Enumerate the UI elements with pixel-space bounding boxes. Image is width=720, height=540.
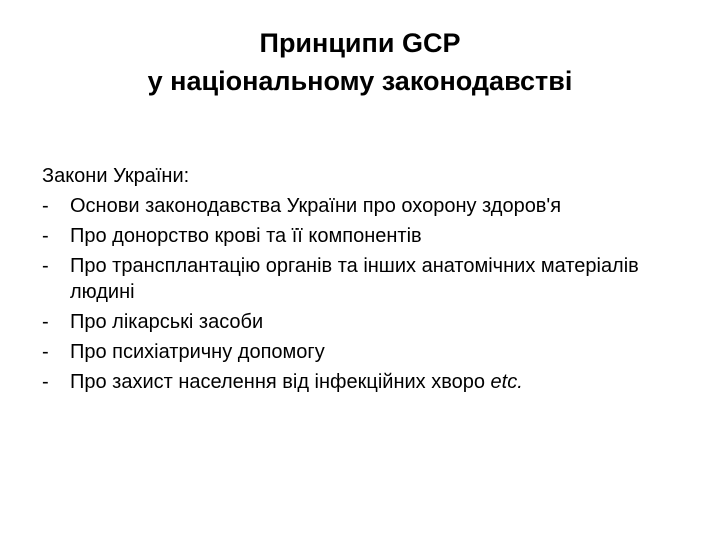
list-item: [42, 251, 682, 307]
list-item: [42, 337, 682, 367]
bullet-dash: -: [42, 195, 49, 217]
list-item: [42, 191, 682, 221]
bullet-dash: -: [42, 255, 49, 277]
bullet-dash: -: [42, 311, 49, 333]
list-item-text: Про донорство крові та її компонентів: [70, 225, 422, 247]
list-item: [42, 367, 682, 397]
title-line-2: у національному законодавстві: [147, 66, 573, 96]
title-line-1: Принципи GCP: [259, 28, 461, 58]
list-item-text: Про трансплантацію органів та інших анатомічних матеріалів людині: [70, 255, 639, 303]
list-item-text: Про психіатричну допомогу: [70, 341, 325, 363]
intro-text: Закони України:: [42, 165, 190, 187]
list-item-text: Про захист населення від інфекційних хворо: [70, 371, 491, 393]
bullet-dash: -: [42, 371, 49, 393]
list-item-text: Основи законодавства України про охорону здоров'я: [70, 195, 562, 217]
list-item-suffix: etc.: [490, 371, 523, 393]
bullet-dash: -: [42, 341, 49, 363]
slide-body: [42, 161, 682, 397]
slide-title: [40, 24, 680, 100]
list-item-text: Про лікарські засоби: [70, 311, 264, 333]
bullet-dash: -: [42, 225, 49, 247]
list-item: [42, 307, 682, 337]
list-item: [42, 221, 682, 251]
laws-list: [42, 191, 682, 397]
